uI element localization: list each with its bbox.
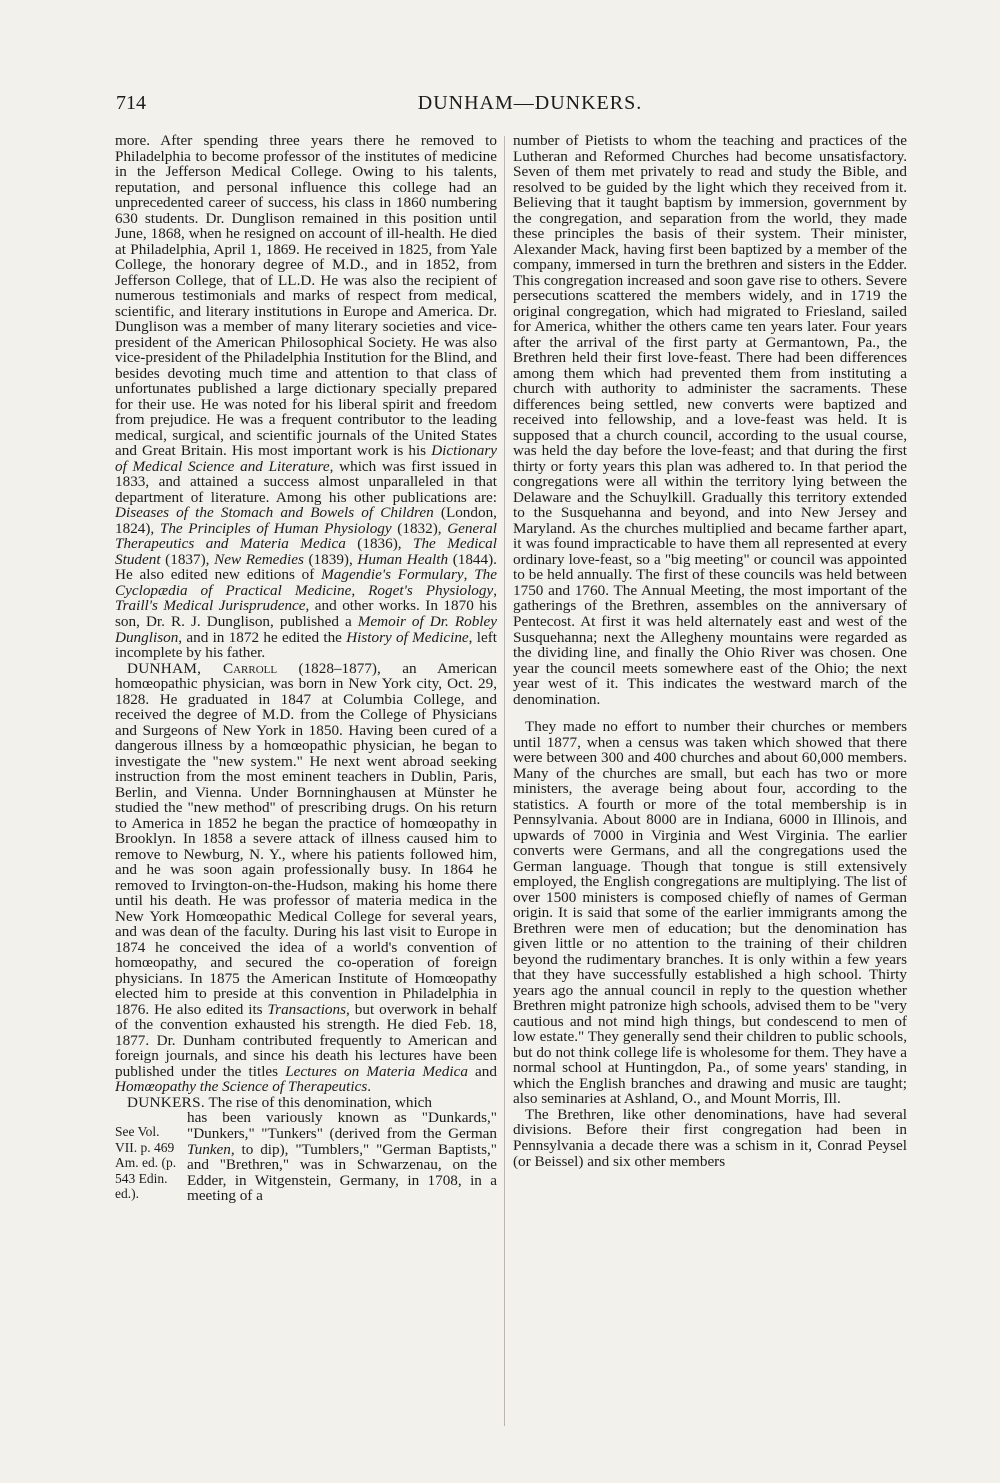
book-title: Homœopathy the Science of Therapeutics	[115, 1078, 368, 1096]
dunkers-entry	[115, 1095, 497, 1204]
book-title: The Principles of Human Physiology	[159, 519, 392, 537]
book-title: General Therapeutics and Materia Medica	[115, 519, 497, 553]
text-run: has been variously known as "Dunkards," "Dunkers," "Tunkers" (derived from the German	[187, 1109, 497, 1142]
text-run: and	[467, 1062, 497, 1080]
text-run: , and other works. In 1870 his son, Dr. R. J. Dunglison, published a	[115, 597, 497, 630]
text-run: , and in 1872 he edited the	[178, 628, 347, 646]
paragraph-dunkers-statistics: They made no effort to number their churches or members until 1877, when a census was taken which showed that there were between 300 and 400 churches and about 60,000 members. Many of the churches are small, but each has two or more ministers, the average being about four, according to the statistics. A fourth or more of the total membership is in Pennsylvania. About 8000 are in Indiana, 6000 in Illinois, and upwards of 7000 in Virginia and West Virginia. The earlier converts were Germans, and all the congregations used the German language. Though that tongue is still extensively employed, the English congregations are multiplying. The list of over 1500 ministers is composed chiefly of names of German origin. It is said that some of the earlier immigrants among the Brethren were men of education; but the denomination has given little or no attention to the training of their children beyond the rudimentary branches. It is only within a few years that they have successfully established a high school. Thirty years ago the annual council in reply to the question whether Brethren might patronize high schools, advised them to be "very cautious and not mind high things, but condescend to men of low estate." They generally send their children to public schools, but do not think college life is wholesome for them. They have a normal school at Huntingdon, Pa., of some years' standing, in which the English branches and drawing and music are taught; also seminaries at Ashland, O., and Mount Morris, Ill.	[513, 718, 907, 1108]
book-title: History of Medicine	[346, 628, 469, 646]
text-run: , but overwork in behalf of the convention exhausted his strength. He died Feb. 18, 1877. Dr. Dunham contributed frequently to American and foreign journals, and since his death his lectures have been published under the titles	[115, 1000, 497, 1080]
paragraph-dunglison-continued	[115, 133, 497, 661]
text-run: more. After spending three years there he removed to Philadelphia to become professor of the institutes of medicine in the Jefferson Medical College. Owing to his talents, reputation, and personal influence this college had an unprecedented career of success, his class in 1860 numbering 630 students. Dr. Dunglison remained in this position until June, 1868, when he resigned on account of ill-health. He died at Philadelphia, April 1, 1869. He received in 1825, from Yale College, the honorary degree of M.D., and in 1852, from Jefferson College, that of LL.D. He was also the recipient of numerous testimonials and marks of respect from medical, scientific, and literary institutions in Europe and America. Dr. Dunglison was a member of many literary societies and vice-president of the American Philosophical Society. He was also vice-president of the Philadelphia Institution for the Blind, and besides devoting much time and attention to that class of unfortunates published a large dictionary specially prepared for their use. He was noted for his liberal spirit and freedom from prejudice. He was a frequent contributor to the leading medical, surgical, and scientific journals of the United States and Great Britain. His most important work is his	[115, 133, 497, 460]
text-run: , left incomplete by his father.	[115, 628, 497, 662]
text-run: (1836),	[345, 535, 414, 553]
page-number: 714	[116, 92, 146, 114]
text-run: (1837),	[160, 550, 215, 568]
text-run: (London, 1824),	[115, 504, 497, 537]
text-run: ,	[351, 581, 369, 599]
entry-heading: DUNKERS.	[127, 1093, 205, 1111]
foreign-word: Tunken	[187, 1140, 231, 1158]
left-column	[115, 133, 497, 1433]
running-title: DUNHAM—DUNKERS.	[417, 92, 643, 114]
book-title: Lectures on Materia Medica	[285, 1062, 468, 1080]
text-run: , which was first issued in 1833, and attained a success almost unparalleled in that department of literature. Among his other publications are:	[115, 457, 497, 506]
column-divider	[504, 136, 505, 1426]
text-run: (1828–1877), an American homœopathic physician, was born in New York city, Oct. 29, 1828. He graduated in 1847 at Columbia College, and received the degree of M.D. from the College of Physicians and Surgeons of New York in 1850. Having been cured of a dangerous illness by a homœopathic physician, he began to investigate the "new system." He next went abroad seeking instruction from the most eminent teachers in Dublin, Paris, Berlin, and Vienna. Under Bornninghausen at Münster he studied the "new method" of prescribing drugs. On his return to America in 1852 he began the practice of homœopathy in Brooklyn. In 1858 a severe attack of illness caused him to remove to Newburg, N. Y., where his patients followed him, and he was soon again professionally busy. In 1864 he removed to Irvington-on-the-Hudson, making his home there until his death. He was professor of materia medica in the New York Homœopathic Medical College for several years, and was dean of the faculty. During his last visit to Europe in 1874 he conceived the idea of a world's convention of homœopathy, and secured the co-operation of foreign physicians. In 1875 the American Institute of Homœopathy elected him to preside at this convention in Philadelphia in 1876. He also edited its	[115, 659, 497, 1018]
text-run: (1832),	[391, 519, 448, 537]
book-title: Diseases of the Stomach and Bowels of Children	[115, 504, 434, 522]
text-run: The rise of this denomination, which	[204, 1093, 433, 1111]
book-title: Dictionary of Medical Science and Literature	[115, 442, 497, 475]
right-column	[513, 133, 907, 1433]
book-title: The Cyclopædia of Practical Medicine	[115, 566, 497, 599]
book-title: Magendie's Formulary	[321, 566, 464, 584]
text-run: , to dip), "Tumblers," "German Baptists," and "Brethren," was in Schwarzenau, on the Edder, in Witgenstein, Germany, in 1708, in a meeting of a	[187, 1140, 497, 1205]
text-run: (1844). He also edited new editions of	[115, 550, 497, 584]
paragraph-dunkers-history: number of Pietists to whom the teaching and practices of the Lutheran and Reformed Churches had become unsatisfactory. Seven of them met privately to read and study the Bible, and resolved to be guided by the light which they received from it. Believing that it taught baptism by immersion, government by the congregation, and separation from the world, they made these principles the basis of their system. Their minister, Alexander Mack, having first been baptized by a member of the company, immersed in turn the brethren and sisters in the Edder. This congregation increased and soon gave rise to others. Severe persecutions scattered the members widely, and in 1719 the original congregation, which had migrated to Friesland, sailed for America, whither the others came ten years later. Four years after the arrival of the first party at Germantown, Pa., the Brethren held their first love-feast. There had been differences among them which had prevented them from instituting a church with authority to administer the sacraments. These differences being settled, new converts were baptized and received into fellowship, and a love-feast was held. It is supposed that a church council, according to the usual course, was held the day before the love-feast; and that during the first thirty or forty years this plan was adhered to. In that period the congregations were all within the territory lying between the Delaware and the Schuylkill. Gradually this territory extended to the Susquehanna and beyond, and into New Jersey and Maryland. As the churches multiplied and became farther apart, it was found impracticable to have them all represented at every ordinary love-feast, so a "big meeting" or council was appointed to be held annually. The first of these councils was held between 1750 and 1760. The Annual Meeting, the most important of the gatherings of the Brethren, assembles on the anniversary of Pentecost. At first it was held alternately east and west of the Susquehanna; next the Allegheny mountains were regarded as the dividing line, and finally the Ohio River was chosen. One year the council meets somewhere east of the Ohio; the next year west of it. This indicates the westward march of the denomination.	[513, 133, 907, 708]
entry-given-name: Carroll	[222, 659, 278, 677]
paragraph-dunkers-divisions: The Brethren, like other denominations, have had several divisions. Before their first congregation had been in Pennsylvania a decade there was a schism in it, Conrad Peysel (or Beissel) and six other members	[513, 1105, 907, 1170]
book-title: The Medical Student	[115, 535, 497, 568]
book-title: Traill's Medical Jurisprudence	[115, 597, 306, 615]
book-title: Human Health	[357, 550, 449, 568]
book-title: New Remedies	[214, 550, 304, 568]
book-title: Roget's Physiology	[368, 581, 494, 599]
text-run: .	[367, 1078, 372, 1096]
text-run: (1839),	[303, 550, 358, 568]
text-run: ,	[493, 581, 497, 599]
book-title: Transactions	[267, 1000, 347, 1018]
paragraph-dunham-entry	[115, 661, 497, 1095]
entry-heading: DUNHAM,	[127, 659, 223, 677]
book-title: Memoir of Dr. Robley Dunglison	[115, 612, 497, 646]
dunkers-first-line	[115, 1095, 497, 1111]
text-run: ,	[463, 566, 475, 584]
cross-reference-note: See Vol. VII. p. 469 Am. ed. (p. 543 Edin. ed.).	[115, 1124, 177, 1202]
